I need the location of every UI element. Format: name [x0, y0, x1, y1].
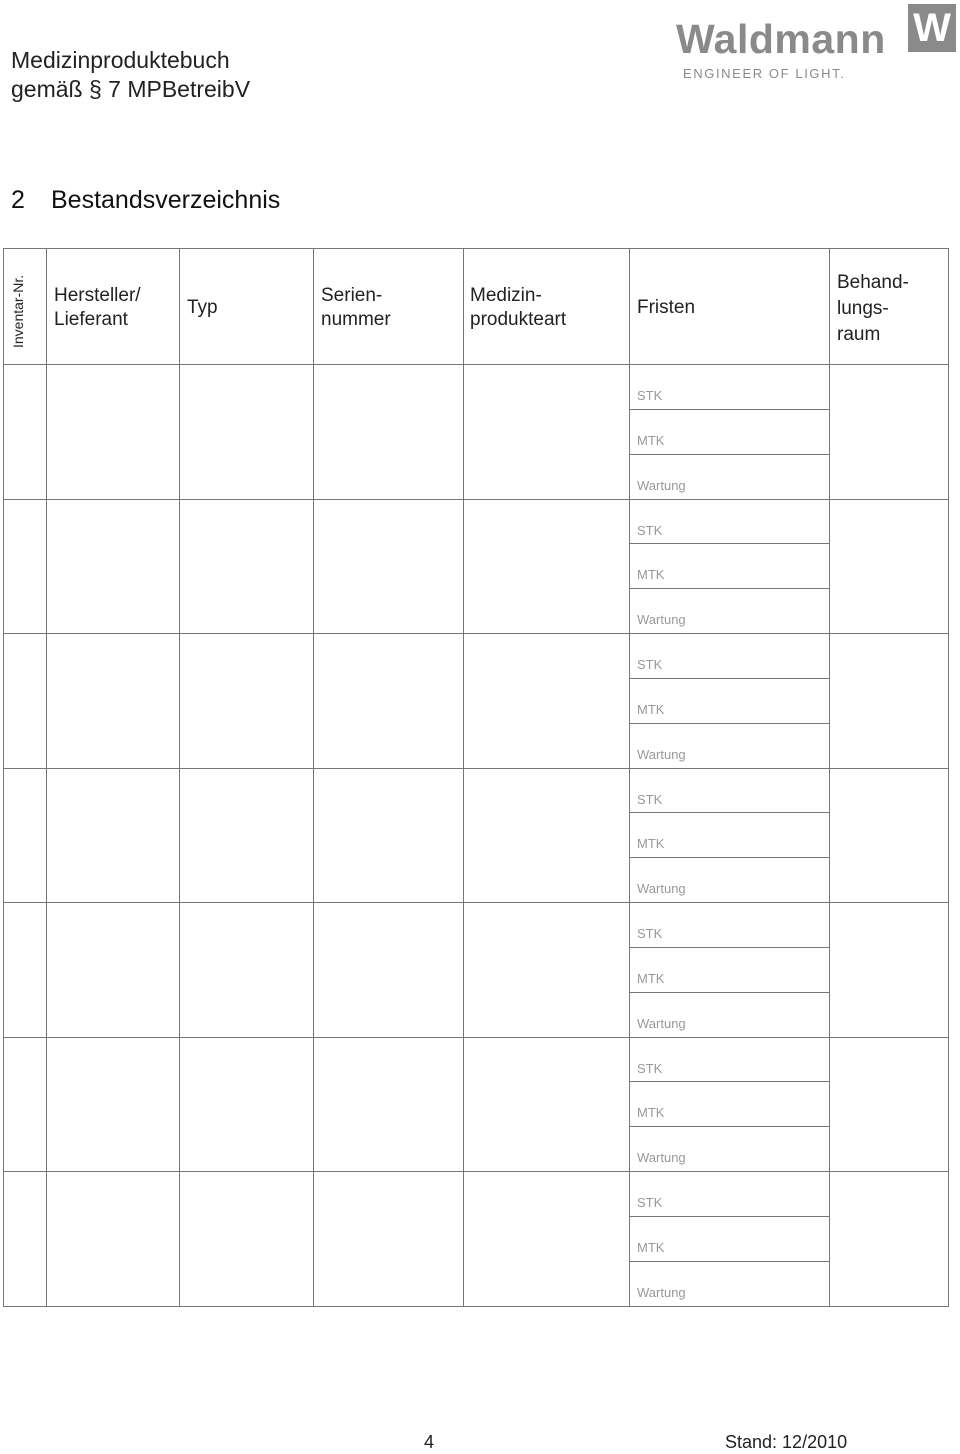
column-divider [629, 248, 630, 1306]
document-title-line2: gemäß § 7 MPBetreibV [11, 76, 251, 102]
frist-label-mtk: MTK [637, 702, 665, 717]
col-header-raum-line3: raum [837, 324, 881, 345]
frist-divider [629, 992, 829, 993]
frist-label-stk: STK [637, 388, 663, 403]
frist-divider [629, 723, 829, 724]
row-divider [3, 1171, 948, 1172]
row-divider [3, 768, 948, 769]
column-divider [313, 248, 314, 1306]
row-divider [3, 1037, 948, 1038]
row-divider [3, 364, 948, 365]
table-border-top [3, 248, 948, 249]
document-title-line1: Medizinproduktebuch [11, 47, 230, 73]
frist-label-wartung: Wartung [637, 1285, 686, 1300]
col-header-typ: Typ [187, 297, 218, 318]
col-header-hersteller [54, 284, 141, 332]
col-header-medizin-line1: Medizin- [470, 285, 542, 306]
section-title: Bestandsverzeichnis [51, 186, 281, 214]
col-header-raum-line1: Behand- [837, 272, 909, 293]
logo-w-icon: W [908, 4, 956, 52]
frist-label-stk: STK [637, 1195, 663, 1210]
column-divider [829, 248, 830, 1306]
frist-divider [629, 857, 829, 858]
col-header-hersteller-line1: Hersteller/ [54, 285, 141, 306]
frist-divider [629, 812, 829, 813]
table-border-right [948, 248, 949, 1307]
col-header-raum-line2: lungs- [837, 298, 889, 319]
frist-label-stk: STK [637, 1061, 663, 1076]
logo-tagline: ENGINEER OF LIGHT. [683, 66, 846, 81]
frist-divider [629, 409, 829, 410]
frist-label-mtk: MTK [637, 836, 665, 851]
col-header-medizin-line2: produkteart [470, 309, 567, 330]
column-divider [179, 248, 180, 1306]
frist-label-wartung: Wartung [637, 612, 686, 627]
frist-divider [629, 1126, 829, 1127]
revision-date: Stand: 12/2010 [725, 1432, 848, 1452]
frist-divider [629, 947, 829, 948]
frist-label-mtk: MTK [637, 1240, 665, 1255]
col-header-hersteller-line2: Lieferant [54, 309, 128, 330]
column-divider [46, 248, 47, 1306]
frist-divider [629, 454, 829, 455]
col-header-inventar: Inventar-Nr. [10, 274, 26, 348]
frist-divider [629, 1081, 829, 1082]
col-header-behandlungsraum [837, 270, 909, 348]
logo-wordmark: Waldmann [676, 16, 886, 62]
frist-label-wartung: Wartung [637, 1016, 686, 1031]
frist-label-stk: STK [637, 926, 663, 941]
frist-divider [629, 1216, 829, 1217]
frist-label-wartung: Wartung [637, 478, 686, 493]
frist-label-mtk: MTK [637, 1105, 665, 1120]
frist-divider [629, 543, 829, 544]
table-border-left [3, 248, 4, 1306]
frist-label-wartung: Wartung [637, 747, 686, 762]
frist-label-wartung: Wartung [637, 881, 686, 896]
row-divider [3, 633, 948, 634]
column-divider [463, 248, 464, 1306]
frist-label-stk: STK [637, 792, 663, 807]
col-header-seriennummer [321, 284, 391, 332]
col-header-serien-line2: nummer [321, 309, 391, 330]
frist-divider [629, 588, 829, 589]
frist-label-stk: STK [637, 523, 663, 538]
frist-label-mtk: MTK [637, 567, 665, 582]
frist-label-stk: STK [637, 657, 663, 672]
row-divider [3, 499, 948, 500]
col-header-serien-line1: Serien- [321, 285, 383, 306]
col-header-medizinprodukteart [470, 284, 566, 332]
col-header-fristen: Fristen [637, 297, 696, 318]
frist-label-mtk: MTK [637, 433, 665, 448]
row-divider [3, 902, 948, 903]
page-number: 4 [424, 1432, 435, 1452]
frist-divider [629, 1261, 829, 1262]
frist-label-wartung: Wartung [637, 1150, 686, 1165]
frist-divider [629, 678, 829, 679]
section-number: 2 [11, 186, 25, 214]
table-border-bottom [3, 1306, 948, 1307]
frist-label-mtk: MTK [637, 971, 665, 986]
